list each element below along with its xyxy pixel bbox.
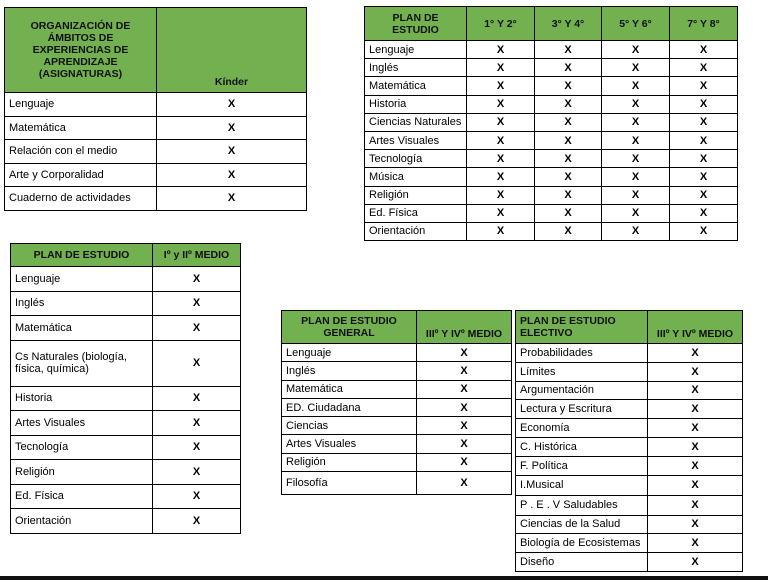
table-row: [282, 380, 512, 398]
mark-cell: X: [535, 222, 602, 240]
table-row: [282, 435, 512, 453]
mark-cell: X: [417, 344, 512, 362]
subject-cell: I.Musical: [516, 475, 648, 495]
mark-cell: X: [602, 113, 670, 131]
subject-cell: Tecnología: [365, 150, 467, 168]
table-row: [365, 95, 738, 113]
mark-cell: X: [670, 168, 738, 186]
table-row: [282, 417, 512, 435]
table-row: [11, 267, 241, 292]
subject-cell: Artes Visuales: [282, 435, 417, 453]
table-row: [11, 291, 241, 316]
general-plan-header: PLAN DE ESTUDIO GENERAL: [282, 311, 417, 344]
subject-cell: Artes Visuales: [365, 131, 467, 149]
subject-cell: Religión: [365, 186, 467, 204]
table-row: [11, 435, 241, 460]
mark-cell: X: [670, 222, 738, 240]
subject-cell: Argumentación: [516, 381, 648, 400]
table-row: [516, 362, 743, 381]
table-row: [365, 41, 738, 59]
mark-cell: X: [602, 222, 670, 240]
mark-cell: X: [535, 204, 602, 222]
mark-cell: X: [535, 150, 602, 168]
medio-level-header: Iº y IIº MEDIO: [153, 244, 241, 267]
mark-cell: X: [467, 204, 535, 222]
general-level-header: IIIº Y IVº MEDIO: [417, 311, 512, 344]
table-row: [282, 472, 512, 495]
table-row: [516, 437, 743, 456]
mark-cell: X: [417, 417, 512, 435]
mark-cell: X: [535, 77, 602, 95]
mark-cell: X: [602, 41, 670, 59]
subject-cell: Matemática: [282, 380, 417, 398]
mark-cell: X: [157, 187, 307, 211]
table-row: [365, 204, 738, 222]
table-row: [365, 113, 738, 131]
table-row: [282, 362, 512, 380]
subject-cell: Orientación: [365, 222, 467, 240]
subject-cell: Lenguaje: [11, 267, 153, 292]
table-row: [282, 344, 512, 362]
mark-cell: X: [153, 340, 241, 386]
mark-cell: X: [670, 59, 738, 77]
mark-cell: X: [670, 41, 738, 59]
mark-cell: X: [467, 222, 535, 240]
mark-cell: X: [417, 362, 512, 380]
mark-cell: X: [648, 419, 743, 438]
mark-cell: X: [535, 186, 602, 204]
mark-cell: X: [648, 534, 743, 553]
subject-cell: Biología de Ecosistemas: [516, 534, 648, 553]
table-row: [365, 150, 738, 168]
table-row: [11, 340, 241, 386]
mark-cell: X: [467, 59, 535, 77]
table-row: [11, 411, 241, 436]
table-row: [516, 400, 743, 419]
mark-cell: X: [535, 113, 602, 131]
subject-cell: Lenguaje: [5, 93, 157, 117]
subject-cell: Matemática: [11, 316, 153, 341]
subject-cell: Orientación: [11, 509, 153, 534]
mark-cell: X: [417, 472, 512, 495]
mark-cell: X: [648, 456, 743, 475]
subject-cell: Cs Naturales (biología, física, química): [11, 340, 153, 386]
general-plan-table: [281, 310, 512, 495]
subject-cell: Ciencias Naturales: [365, 113, 467, 131]
table-row: [5, 93, 307, 117]
subject-cell: Lenguaje: [282, 344, 417, 362]
mark-cell: X: [648, 475, 743, 495]
mark-cell: X: [670, 131, 738, 149]
kinder-table: [4, 7, 307, 211]
mark-cell: X: [467, 77, 535, 95]
level-header: 5° Y 6°: [602, 7, 670, 41]
table-row: [516, 534, 743, 553]
subject-cell: Inglés: [282, 362, 417, 380]
mark-cell: X: [670, 186, 738, 204]
subject-cell: Artes Visuales: [11, 411, 153, 436]
subject-cell: Historia: [11, 386, 153, 411]
mark-cell: X: [467, 131, 535, 149]
basic-plan-table: [364, 6, 738, 241]
subject-cell: F. Política: [516, 456, 648, 475]
mark-cell: X: [670, 150, 738, 168]
subject-cell: Arte y Corporalidad: [5, 163, 157, 187]
level-header: 1° Y 2°: [467, 7, 535, 41]
elective-plan-table: [515, 310, 743, 572]
mark-cell: X: [535, 95, 602, 113]
subject-cell: Ciencias de la Salud: [516, 515, 648, 534]
subject-cell: Límites: [516, 362, 648, 381]
bottom-edge: [0, 576, 768, 580]
mark-cell: X: [602, 59, 670, 77]
table-row: [516, 553, 743, 572]
elective-plan-header: PLAN DE ESTUDIO ELECTIVO: [516, 311, 648, 344]
subject-cell: Cuaderno de actividades: [5, 187, 157, 211]
mark-cell: X: [602, 168, 670, 186]
mark-cell: X: [153, 484, 241, 509]
mark-cell: X: [670, 95, 738, 113]
table-row: [282, 453, 512, 471]
mark-cell: X: [157, 116, 307, 140]
table-row: [516, 456, 743, 475]
mark-cell: X: [648, 381, 743, 400]
subject-cell: P . E . V Saludables: [516, 495, 648, 515]
table-row: [282, 398, 512, 416]
subject-cell: Historia: [365, 95, 467, 113]
kinder-level-header: Kínder: [157, 8, 307, 93]
table-row: [5, 187, 307, 211]
medio-1-2-table: [10, 243, 241, 534]
mark-cell: X: [602, 204, 670, 222]
subject-cell: Lectura y Escritura: [516, 400, 648, 419]
mark-cell: X: [535, 41, 602, 59]
table-row: [365, 59, 738, 77]
table-row: [516, 381, 743, 400]
level-header: 7° Y 8°: [670, 7, 738, 41]
table-row: [5, 163, 307, 187]
subject-cell: Probabilidades: [516, 344, 648, 363]
mark-cell: X: [157, 140, 307, 164]
table-row: [11, 460, 241, 485]
subject-cell: Filosofía: [282, 472, 417, 495]
mark-cell: X: [648, 515, 743, 534]
subject-cell: Tecnología: [11, 435, 153, 460]
mark-cell: X: [467, 41, 535, 59]
subject-cell: Relación con el medio: [5, 140, 157, 164]
mark-cell: X: [648, 400, 743, 419]
mark-cell: X: [602, 77, 670, 95]
table-row: [11, 484, 241, 509]
mark-cell: X: [417, 435, 512, 453]
table-row: [5, 140, 307, 164]
table-row: [365, 168, 738, 186]
mark-cell: X: [153, 267, 241, 292]
mark-cell: X: [648, 344, 743, 363]
medio-plan-header: PLAN DE ESTUDIO: [11, 244, 153, 267]
table-row: [516, 515, 743, 534]
mark-cell: X: [648, 362, 743, 381]
mark-cell: X: [535, 131, 602, 149]
mark-cell: X: [157, 93, 307, 117]
mark-cell: X: [467, 168, 535, 186]
mark-cell: X: [670, 204, 738, 222]
basic-plan-header: PLAN DE ESTUDIO: [365, 7, 467, 41]
mark-cell: X: [602, 95, 670, 113]
mark-cell: X: [153, 435, 241, 460]
kinder-area-header: ORGANIZACIÓN DE ÁMBITOS DE EXPERIENCIAS DE APRENDIZAJE (ASIGNATURAS): [5, 8, 157, 93]
table-row: [365, 186, 738, 204]
mark-cell: X: [670, 113, 738, 131]
table-row: [365, 77, 738, 95]
mark-cell: X: [417, 380, 512, 398]
subject-cell: Inglés: [11, 291, 153, 316]
subject-cell: ED. Ciudadana: [282, 398, 417, 416]
subject-cell: Lenguaje: [365, 41, 467, 59]
mark-cell: X: [602, 131, 670, 149]
subject-cell: Matemática: [5, 116, 157, 140]
mark-cell: X: [602, 186, 670, 204]
subject-cell: Música: [365, 168, 467, 186]
table-row: [516, 344, 743, 363]
mark-cell: X: [153, 509, 241, 534]
subject-cell: Ed. Física: [365, 204, 467, 222]
mark-cell: X: [157, 163, 307, 187]
subject-cell: Inglés: [365, 59, 467, 77]
subject-cell: Economía: [516, 419, 648, 438]
mark-cell: X: [535, 59, 602, 77]
subject-cell: Matemática: [365, 77, 467, 95]
elective-level-header: IIIº Y IVº MEDIO: [648, 311, 743, 344]
mark-cell: X: [467, 186, 535, 204]
table-row: [516, 419, 743, 438]
subject-cell: C. Histórica: [516, 437, 648, 456]
level-header: 3° Y 4°: [535, 7, 602, 41]
mark-cell: X: [153, 386, 241, 411]
mark-cell: X: [648, 553, 743, 572]
mark-cell: X: [467, 150, 535, 168]
mark-cell: X: [648, 437, 743, 456]
mark-cell: X: [153, 291, 241, 316]
mark-cell: X: [153, 411, 241, 436]
mark-cell: X: [648, 495, 743, 515]
table-row: [365, 222, 738, 240]
table-row: [365, 131, 738, 149]
mark-cell: X: [670, 77, 738, 95]
subject-cell: Ed. Física: [11, 484, 153, 509]
table-row: [5, 116, 307, 140]
mark-cell: X: [467, 95, 535, 113]
table-row: [11, 386, 241, 411]
subject-cell: Diseño: [516, 553, 648, 572]
table-row: [11, 509, 241, 534]
table-row: [11, 316, 241, 341]
table-row: [516, 475, 743, 495]
subject-cell: Ciencias: [282, 417, 417, 435]
mark-cell: X: [535, 168, 602, 186]
mark-cell: X: [417, 398, 512, 416]
mark-cell: X: [153, 316, 241, 341]
mark-cell: X: [153, 460, 241, 485]
mark-cell: X: [417, 453, 512, 471]
mark-cell: X: [467, 113, 535, 131]
mark-cell: X: [602, 150, 670, 168]
table-row: [516, 495, 743, 515]
subject-cell: Religión: [282, 453, 417, 471]
subject-cell: Religión: [11, 460, 153, 485]
